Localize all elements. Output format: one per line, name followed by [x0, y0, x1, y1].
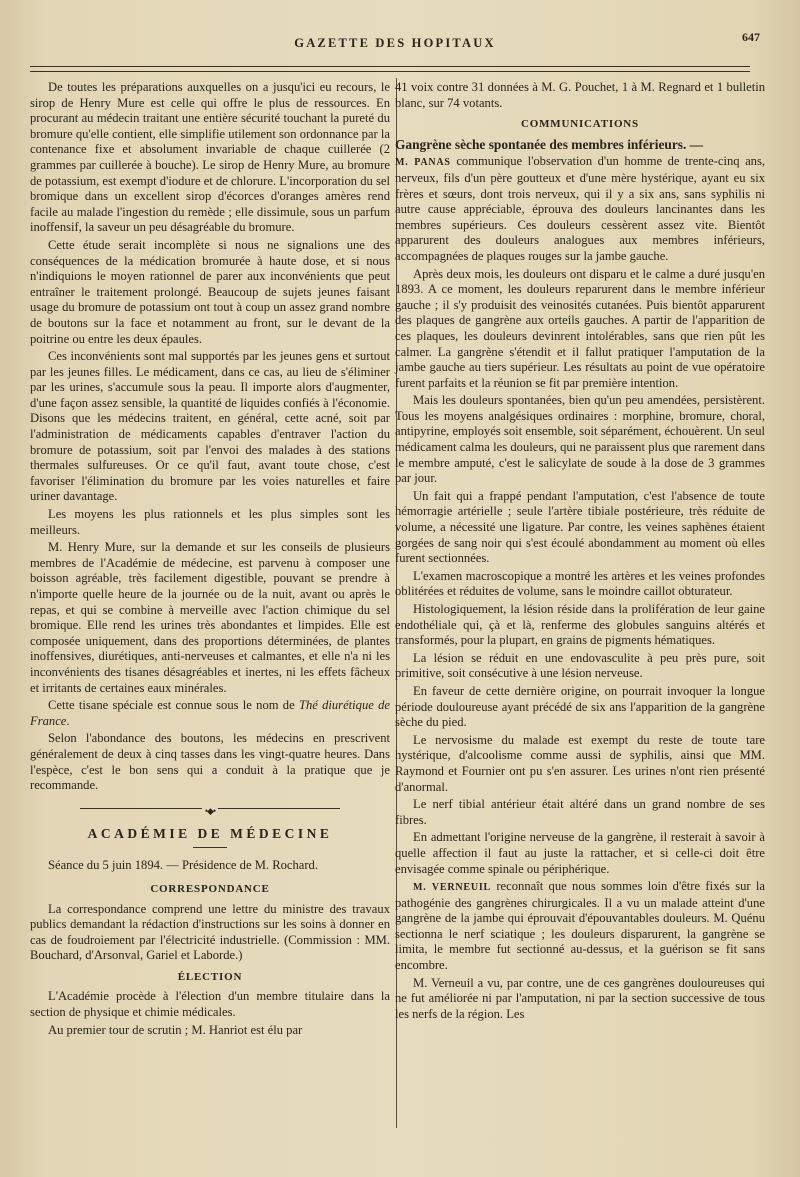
- text-span: .: [66, 713, 70, 728]
- text-span: communique l'observation d'un homme de trente-cinq ans, nerveux, fils d'un père goutteux et d'une mère hystérique, ayant eu six frères et sœurs, dont trois nerveux, qui il y a six ans, sans syphilis ni autre cause appréciable, éprouva des douleurs lancinantes dans les membres supérieurs. Ces douleurs cessèrent assez vite. Bientôt apparurent des douleurs analogues aux membres inférieurs, accompagnées de plaques rouges sur la jambe gauche.: [395, 154, 766, 263]
- paragraph: Au premier tour de scrutin ; M. Hanriot est élu par: [48, 1022, 303, 1037]
- section-heading-academie: ACADÉMIE DE MÉDECINE: [87, 825, 333, 841]
- paragraph: Ces inconvénients sont mal supportés par les jeunes gens et surtout par les jeunes filles. Le médicament, dans ce cas, au lieu de s'éliminer par les urines, s'accumule sous la peau. Il importe alors d'augmenter, d'une façon assez sensible, la quantité de liquides confiés à l'économie. Disons que les médecins traitent, en général, cette acné, soit par l'administration de médicaments capables d'entraver l'action du bromure de potassium, soit par l'envoi des malades à des stations thermales sulfureuses. Or ce qu'il faut, avant toute chose, c'est favoriser l'élimination du bromure par les voies naturelles et faire uriner davantage.: [30, 349, 390, 504]
- header-rule: [30, 66, 750, 72]
- right-column: [395, 80, 765, 1024]
- text-span: reconnaît que nous sommes loin d'être fixés sur la pathogénie des gangrènes chirurgicales. Il a vu un malade atteint d'une gangrène de la jambe qui éprouvait d'épouvantables douleurs. M. Quénu sectionna le nerf sciatique ; les douleurs disparurent, la gangrène se limita, le membre fut sectionné au-dessus, et la guérison se fit sans encombre.: [395, 879, 765, 973]
- ornament-glyph: •◆•: [202, 804, 218, 820]
- page-header: [30, 30, 760, 60]
- page-number: 647: [742, 30, 760, 44]
- subheading-correspondance: CORRESPONDANCE: [150, 882, 270, 895]
- paragraph: L'Académie procède à l'élection d'un membre titulaire dans la section de physique et chimie médicales.: [30, 989, 390, 1020]
- paragraph: En admettant l'origine nerveuse de la gangrène, il resterait à savoir à quelle affection il faut au juste la rattacher, et si celle-ci doit être envisagée comme spinale ou périphérique.: [395, 830, 765, 876]
- paragraph: La correspondance comprend une lettre du ministre des travaux publics demandant la rédaction d'instructions sur les soins à donner en cas de foudroiement par l'électricité industrielle. (Commission : MM. Bouchard, d'Arsonval, Gariel et Laborde.): [30, 901, 390, 963]
- paragraph: Le nerf tibial antérieur était altéré dans un grand nombre de ses fibres.: [395, 797, 765, 827]
- paragraph: Les moyens les plus rationnels et les plus simples sont les meilleurs.: [30, 507, 390, 537]
- paragraph: 41 voix contre 31 données à M. G. Pouchet, 1 à M. Regnard et 1 bulletin blanc, sur 74 votants.: [395, 80, 765, 110]
- paragraph: Cette étude serait incomplète si nous ne signalions une des conséquences de la médication bromurée à haute dose, et si nous n'indiquions le moyen rationnel de parer aux inconvénients que peut entraîner le traitement prolongé. Beaucoup de sujets jeunes faisant usage du bromure de potassium ont tout à coup un assez grand nombre de boutons sur la face et notamment au front, sur le devant de la poitrine ou entre les deux épaules.: [30, 237, 390, 346]
- paragraph: La lésion se réduit en une endovasculite à peu près pure, soit primitive, soit consécutive à une lésion nerveuse.: [395, 650, 765, 681]
- paragraph: M. Verneuil a vu, par contre, une de ces gangrènes douloureuses qui ne fut améliorée ni par l'amputation, ni par la section successive de tous les nerfs de la région. Les: [395, 975, 765, 1021]
- running-title: GAZETTE DES HOPITAUX: [294, 36, 496, 50]
- subheading-election: ÉLECTION: [177, 970, 243, 983]
- paragraph: Selon l'abondance des boutons, les médecins en prescrivent généralement de deux à cinq tasses dans les vingt-quatre heures. Dans l'espèce, c'est le bon sens qui a conduit à la pratique que je recommande.: [30, 731, 390, 793]
- short-rule: [193, 847, 227, 848]
- text-span: Cette tisane spéciale est connue sous le nom de: [48, 698, 299, 713]
- ornament-rule: [30, 804, 390, 814]
- paragraph: Le nervosisme du malade est exempt du reste de toute tare hystérique, d'alcoolisme comme aussi de syphilis, ainsi que MM. Raymond et Fournier ont pu s'en assurer. Les urines n'ont rien présenté d'anormal.: [395, 732, 765, 794]
- speaker-name: M. VERNEUIL: [413, 882, 492, 894]
- paragraph: En faveur de cette dernière origine, on pourrait invoquer la longue période douloureuse ayant précédé de six ans l'apparition de la gangrène sèche du pied.: [395, 683, 765, 730]
- paragraph: De toutes les préparations auxquelles on a jusqu'ici eu recours, le sirop de Henry Mure est celle qui offre le plus de ressources. En procurant au médecin traitant une entière sécurité touchant la pureté du bromure qu'elle contient, elle simplifie utilement son ordonnance par la contenance fixe et absolument invariable de chaque cuillerée (2 grammes par cuillerée à bouche). Le sirop de Henry Mure, au bromure de potassium, est exempt d'iodure et de chlorure. L'incorporation du sel bromique dans un excellent sirop d'écorces d'oranges amères rend facile au malade l'ingestion du remède ; elle dissimule, sous un parfum inoffensif, la saveur un peu désagréable du bromure.: [30, 80, 390, 235]
- paragraph: Après deux mois, les douleurs ont disparu et le calme a duré jusqu'en 1893. A ce moment, les douleurs reparurent dans le membre inférieur gauche ; il s'y produisit des veinosités cutanées. Puis bientôt apparurent des plaques de gangrène aux orteils gauches. A partir de l'apparition de ces plaques, les douleurs devinrent intolérables, sans que rien pût les calmer. La gangrène s'étendit et il fallut pratiquer l'amputation de la jambe gauche au tiers supérieur. Les résultats au point de vue opératoire furent parfaits et la réunion se fit par première intention.: [395, 266, 765, 390]
- paragraph: [395, 879, 765, 974]
- left-column: [30, 80, 390, 1040]
- paragraph: Mais les douleurs spontanées, bien qu'un peu amendées, persistèrent. Tous les moyens analgésiques ordinaires : morphine, bromure, choral, antipyrine, employés soit ensemble, soit séparément, échouèrent. Un seul médicament calma les douleurs, qui ne paraissent plus que rarement dans le membre amputé, c'est le salicylate de soude à la dose de 3 grammes par jour.: [395, 393, 765, 486]
- paragraph: Histologiquement, la lésion réside dans la prolifération de leur gaine endothéliale qui, çà et là, renferme des globules sanguins altérés et transformés, pour la plupart, en grains de pigments hématiques.: [395, 602, 765, 648]
- paragraph: Un fait qui a frappé pendant l'amputation, c'est l'absence de toute hémorragie artérielle ; seule l'artère tibiale postérieure, très réduite de volume, a nécessité une ligature. Par contre, les veines saphènes étaient gorgées de sang noir qui s'est écoulé abondamment au moment où elles furent sectionnées.: [395, 488, 765, 566]
- seance-line: Séance du 5 juin 1894. — Présidence de M. Rochard.: [48, 858, 319, 873]
- product-name: Thé diurétique de France: [30, 698, 390, 728]
- paragraph: [395, 154, 765, 264]
- article-title: Gangrène sèche spontanée des membres inférieurs. —: [395, 136, 704, 152]
- speaker-name: M. PANAS: [395, 157, 451, 169]
- subheading-communications: COMMUNICATIONS: [521, 118, 639, 131]
- paragraph: L'examen macroscopique a montré les artères et les veines profondes oblitérées et réduites de volume, sans le moindre caillot obturateur.: [395, 568, 765, 599]
- paragraph: M. Henry Mure, sur la demande et sur les conseils de plusieurs membres de l'Académie de médecine, est parvenu à composer une boisson agréable, très facilement digestible, pouvant se prendre à n'importe quelle heure de la journée ou de la nuit, avant ou après le repas, et qui se combine à merveille avec l'action chimique du sel bromique. Elle rend les urines très abondantes et limpides. Elle est composée uniquement, dans des proportions déterminées, de plantes inoffensives, diurétiques, anti-nerveuses et calmantes, et elle n'a ni les inconvénients des tisanes désagréables et inertes, ni les effets fâcheux et irritants de certaines eaux minérales.: [30, 540, 390, 695]
- paragraph: [30, 698, 390, 729]
